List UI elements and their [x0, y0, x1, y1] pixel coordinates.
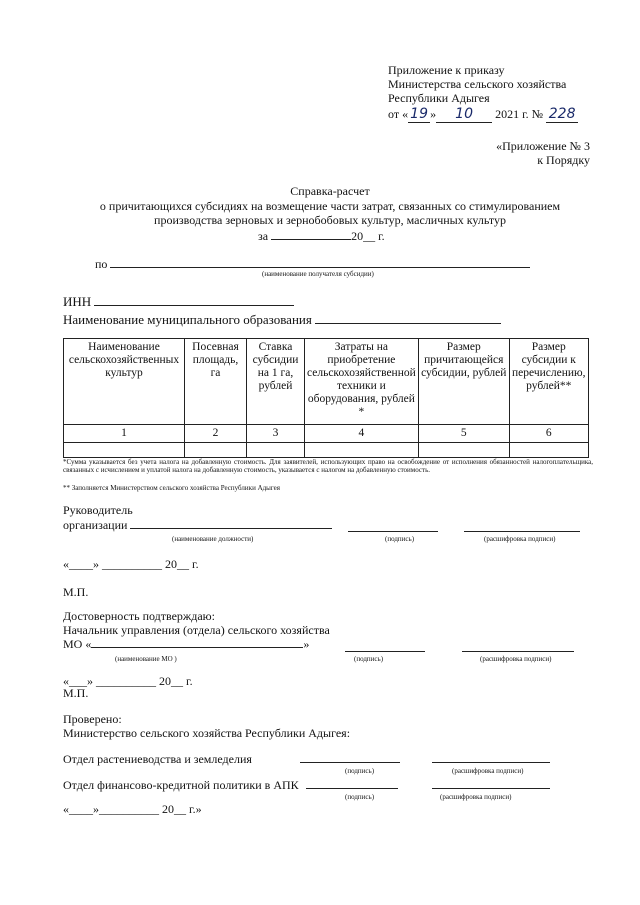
header-line-1: Приложение к приказу	[388, 63, 505, 77]
table-number-cell: 6	[509, 425, 588, 443]
recipient-blank	[110, 267, 530, 268]
table-header-cell: Наименование сельскохозяйственных культур	[64, 339, 185, 425]
table-header-row	[64, 339, 589, 425]
order-day: 19	[408, 106, 430, 123]
dept2-cap-decode: (расшифровка подписи)	[440, 793, 512, 801]
confirm-line-1: Достоверность подтверждаю:	[63, 609, 215, 623]
period-line	[258, 229, 385, 244]
inn-label: ИНН	[63, 294, 92, 309]
dept1-sign-blank	[300, 762, 400, 763]
order-mid: »	[430, 107, 437, 121]
subsidy-table	[63, 338, 589, 458]
head-label-org: организации	[63, 518, 128, 532]
order-month: 10	[436, 106, 492, 123]
confirm-line-2: Начальник управления (отдела) сельского хозяйства	[63, 623, 330, 637]
confirm-mo-blank	[91, 647, 303, 648]
head-position-blank	[130, 528, 332, 529]
period-year: 20__ г.	[351, 229, 385, 243]
head-line-1: Руководитель	[63, 503, 133, 517]
dept2-decode-blank	[432, 788, 550, 789]
confirm-cap-decode: (расшифровка подписи)	[480, 655, 552, 663]
inn-blank	[94, 305, 294, 306]
confirm-cap-sign: (подпись)	[354, 655, 384, 663]
table-row	[64, 443, 589, 458]
period-za: за	[258, 229, 269, 243]
table-cell[interactable]	[185, 443, 247, 458]
dept1-cap-decode: (расшифровка подписи)	[452, 767, 524, 775]
appendix-line-1: «Приложение № 3	[496, 139, 590, 153]
checked-date: «____»__________ 20__ г.»	[63, 802, 202, 816]
municipality-line	[63, 312, 501, 328]
order-year: 2021 г. №	[495, 107, 544, 121]
header-line-3: Республики Адыгея	[388, 91, 490, 105]
head-mp: М.П.	[63, 585, 89, 599]
dept2-cap-sign: (подпись)	[345, 793, 375, 801]
recipient-po: по	[95, 257, 108, 271]
head-date: «____» __________ 20__ г.	[63, 557, 199, 571]
doc-subtitle-1: о причитающихся субсидиях на возмещение части затрат, связанных со стимулированием	[99, 199, 561, 213]
table-number-cell: 2	[185, 425, 247, 443]
table-header-cell: Размер субсидии к перечислению, рублей**	[509, 339, 588, 425]
dept1-cap-sign: (подпись)	[345, 767, 375, 775]
table-header-cell: Ставка субсидии на 1 га, рублей	[247, 339, 305, 425]
dept2-sign-blank	[306, 788, 398, 789]
confirm-decode-blank	[462, 651, 574, 652]
checked-dept-2: Отдел финансово-кредитной политики в АПК	[63, 778, 299, 792]
table-cell[interactable]	[247, 443, 305, 458]
dept1-decode-blank	[432, 762, 550, 763]
municipality-label: Наименование муниципального образования	[63, 312, 312, 327]
confirm-mo-line	[63, 637, 309, 652]
order-prefix: от «	[388, 107, 409, 121]
table-number-row	[64, 425, 589, 443]
checked-line-2: Министерство сельского хозяйства Республики Адыгея:	[63, 726, 351, 740]
table-header-cell: Затраты на приобретение сельскохозяйственной техники и оборудования, рублей *	[305, 339, 419, 425]
doc-title: Справка-расчет	[290, 184, 370, 198]
confirm-mp: М.П.	[63, 686, 89, 700]
table-header-cell: Размер причитающейся субсидии, рублей	[418, 339, 509, 425]
footnote-1: *Сумма указывается без учета налога на добавленную стоимость. Для заявителей, использующих право на освобождение от исполнения обязанностей налогоплательщика, связанных с исчислением и уплатой налога на добавленную стоимость, указывается с налогом на добавленную стоимость.	[63, 458, 593, 474]
confirm-cap-mo: (наименование МО )	[115, 655, 177, 663]
inn-line	[63, 294, 294, 310]
confirm-mo-prefix: МО «	[63, 637, 92, 651]
checked-dept-1: Отдел растениеводства и земледелия	[63, 752, 252, 766]
checked-line-1: Проверено:	[63, 712, 122, 726]
table-number-cell: 5	[418, 425, 509, 443]
doc-subtitle-2: производства зерновых и зернобобовых культур, масличных культур	[154, 213, 506, 227]
head-decode-blank	[464, 531, 580, 532]
table-cell[interactable]	[509, 443, 588, 458]
recipient-caption: (наименование получателя субсидии)	[262, 270, 374, 278]
table-cell[interactable]	[418, 443, 509, 458]
table-header-cell: Посевная площадь, га	[185, 339, 247, 425]
confirm-date: «___» __________ 20__ г.	[63, 674, 193, 688]
table-cell[interactable]	[64, 443, 185, 458]
table-number-cell: 3	[247, 425, 305, 443]
footnote-2: ** Заполняется Министерством сельского хозяйства Республики Адыгея	[63, 484, 280, 492]
order-number: 228	[546, 106, 578, 123]
period-blank	[271, 239, 351, 240]
head-cap-decode: (расшифровка подписи)	[484, 535, 556, 543]
order-date-line	[388, 106, 578, 123]
table-cell[interactable]	[305, 443, 419, 458]
head-cap-sign: (подпись)	[385, 535, 415, 543]
table-number-cell: 1	[64, 425, 185, 443]
head-line-2	[63, 518, 332, 533]
header-line-2: Министерства сельского хозяйства	[388, 77, 567, 91]
confirm-sign-blank	[345, 651, 425, 652]
table-number-cell: 4	[305, 425, 419, 443]
appendix-line-2: к Порядку	[537, 153, 590, 167]
head-cap-position: (наименование должности)	[172, 535, 254, 543]
head-sign-blank	[348, 531, 438, 532]
confirm-mo-suffix: »	[303, 637, 310, 651]
municipality-blank	[315, 323, 501, 324]
